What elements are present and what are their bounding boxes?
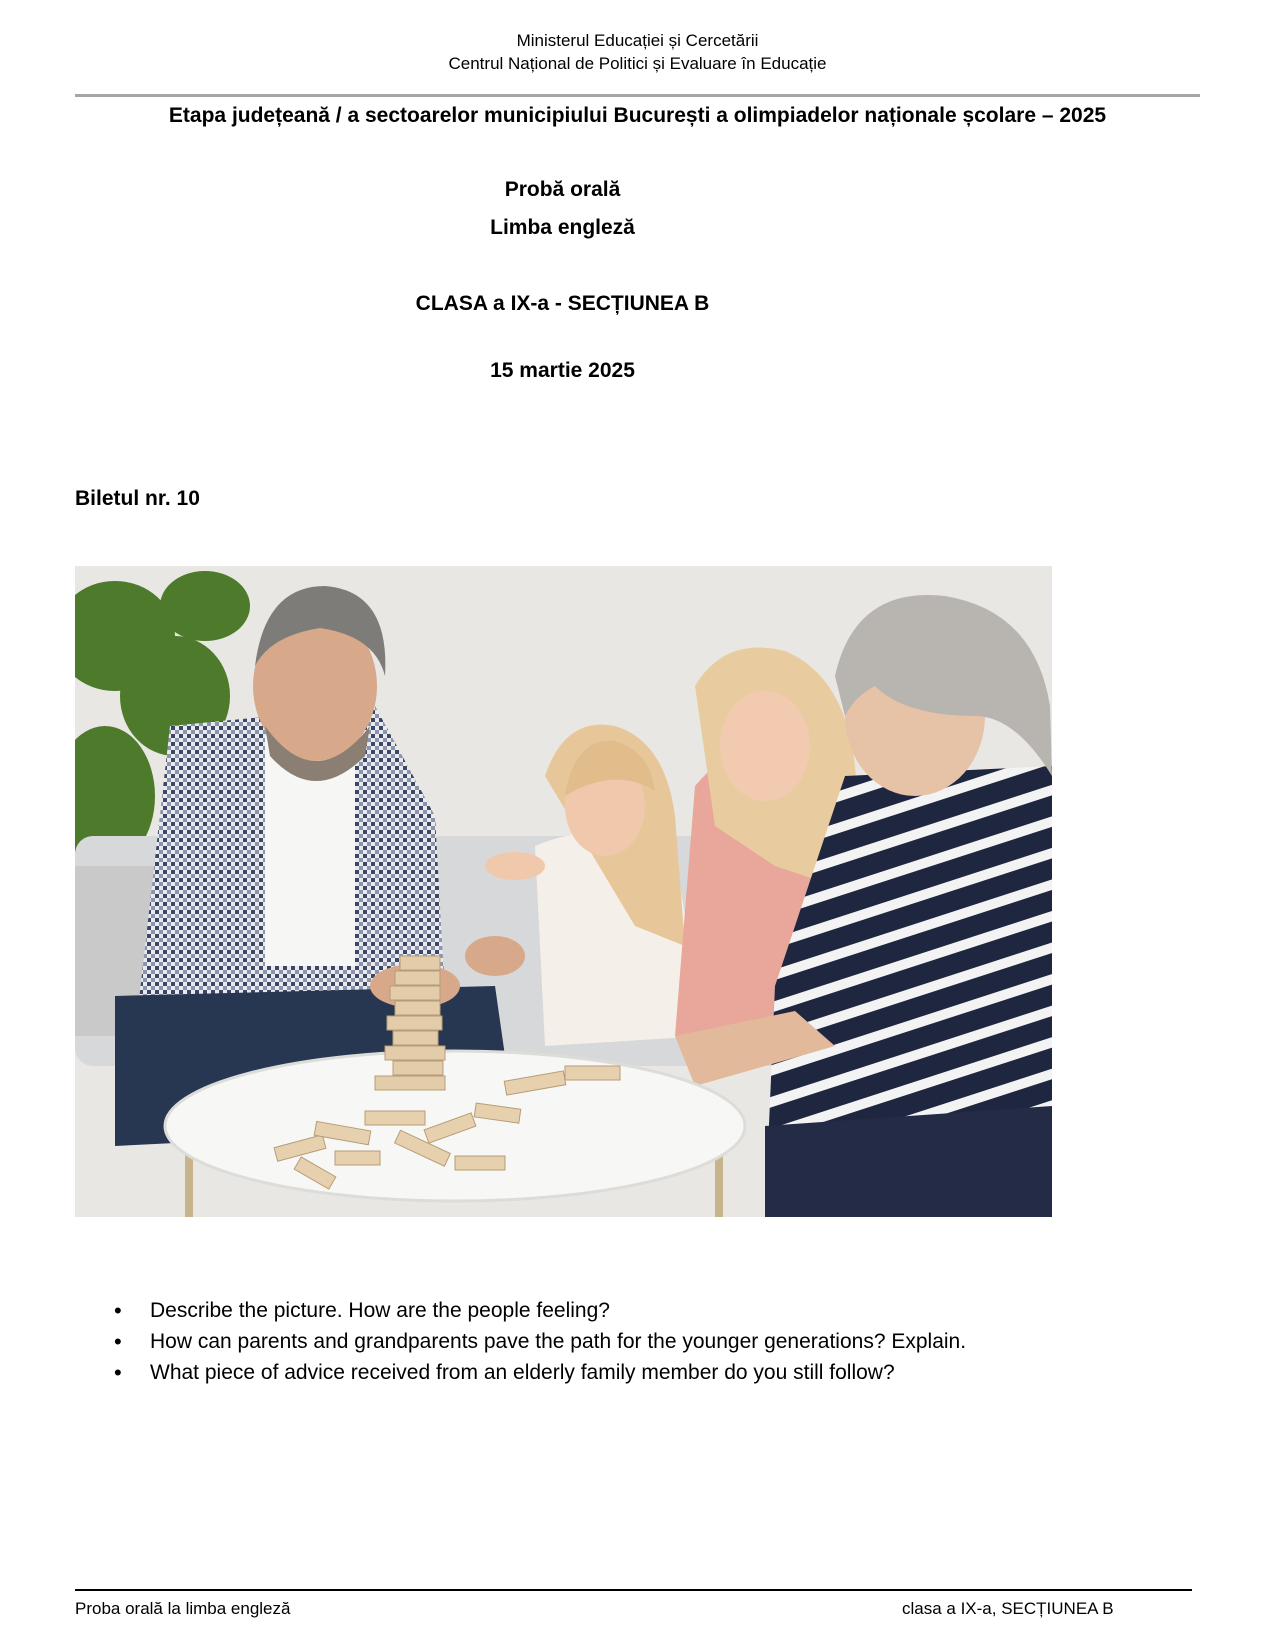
question-item: • How can parents and grandparents pave the path for the younger generations? Explain. [110, 1326, 966, 1357]
header-center: Centrul Național de Politici și Evaluare în Educație [448, 54, 827, 73]
exam-class: CLASA a IX-a - SECȚIUNEA B [415, 292, 710, 315]
footer-left: Proba orală la limba engleză [75, 1599, 291, 1618]
exam-subject: Limba engleză [490, 216, 635, 239]
footer-divider [75, 1589, 1192, 1591]
page-title: Etapa județeană / a sectoarelor municipiului București a olimpiadelor naționale școlare – 2025 [168, 104, 1107, 127]
footer-right: clasa a IX-a, SECȚIUNEA B [902, 1599, 1114, 1618]
exam-date: 15 martie 2025 [490, 359, 635, 382]
ticket-number: Biletul nr. 10 [75, 487, 200, 510]
question-item: • What piece of advice received from an elderly family member do you still follow? [110, 1357, 966, 1388]
question-list [110, 1295, 966, 1388]
exam-type: Probă orală [504, 178, 621, 201]
family-jenga-photo [75, 566, 1052, 1217]
question-item: • Describe the picture. How are the people feeling? [110, 1295, 966, 1326]
header-ministry: Ministerul Educației și Cercetării [516, 31, 759, 50]
header-divider [75, 94, 1200, 97]
